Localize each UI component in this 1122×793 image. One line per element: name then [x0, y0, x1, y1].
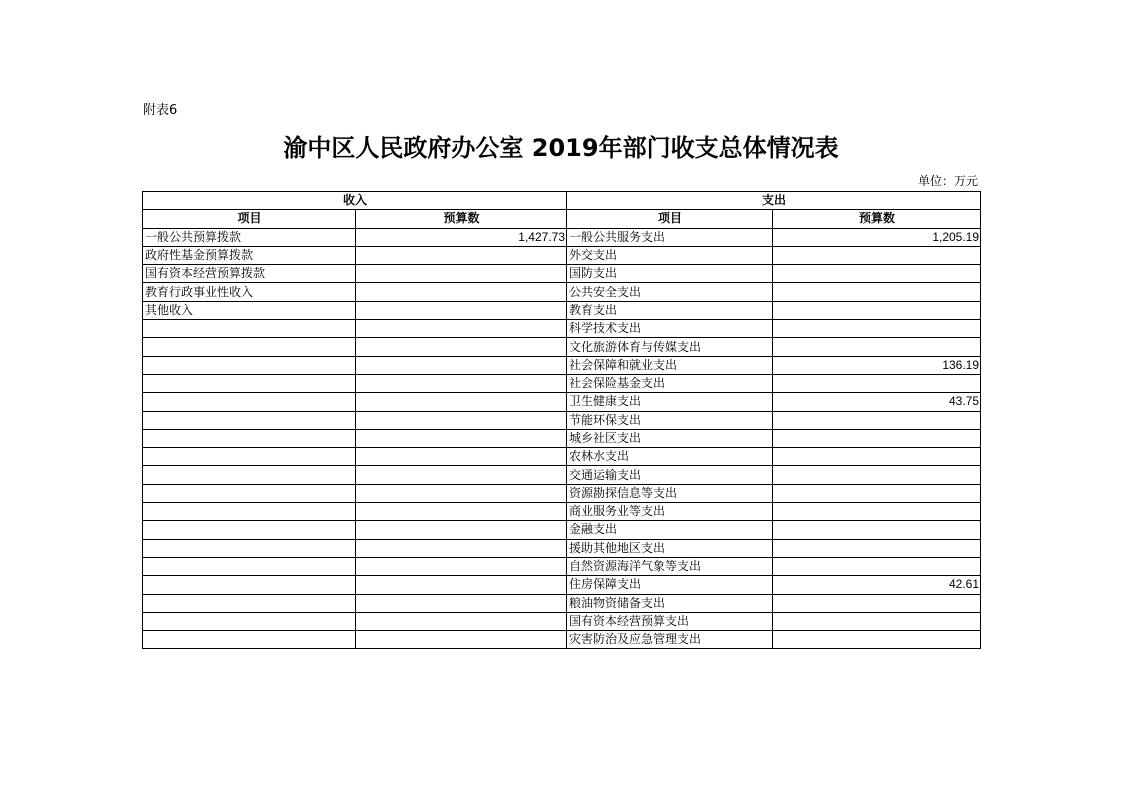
table-row	[143, 594, 981, 612]
income-item-cell	[143, 631, 356, 649]
income-item-cell	[143, 576, 356, 594]
table-row	[143, 283, 981, 301]
expense-item-cell: 资源勘探信息等支出	[567, 484, 773, 502]
income-item-cell: 国有资本经营预算拨款	[143, 265, 356, 283]
income-item-cell	[143, 356, 356, 374]
expense-item-cell: 节能环保支出	[567, 411, 773, 429]
income-value-cell	[356, 594, 567, 612]
expense-value-cell	[773, 448, 981, 466]
income-item-cell	[143, 503, 356, 521]
table-row	[143, 228, 981, 246]
table-row	[143, 393, 981, 411]
expense-value-cell	[773, 594, 981, 612]
section-header-row	[143, 192, 981, 210]
expense-value-cell	[773, 265, 981, 283]
unit-label: 单位：万元	[917, 174, 978, 188]
expense-item-cell: 金融支出	[567, 521, 773, 539]
expense-value-cell	[773, 283, 981, 301]
expense-item-cell: 外交支出	[567, 246, 773, 264]
expense-item-cell: 城乡社区支出	[567, 429, 773, 447]
table-row	[143, 539, 981, 557]
income-item-column-header: 项目	[143, 210, 356, 228]
expense-value-cell	[773, 521, 981, 539]
page-title: 渝中区人民政府办公室 2019年部门收支总体情况表	[283, 134, 839, 162]
table-row	[143, 320, 981, 338]
income-value-cell	[356, 576, 567, 594]
expense-item-cell: 文化旅游体育与传媒支出	[567, 338, 773, 356]
expense-value-cell	[773, 631, 981, 649]
income-item-cell	[143, 612, 356, 630]
table-row	[143, 521, 981, 539]
table-row	[143, 631, 981, 649]
income-value-cell	[356, 466, 567, 484]
expense-value-cell	[773, 301, 981, 319]
expense-item-cell: 援助其他地区支出	[567, 539, 773, 557]
income-item-cell: 一般公共预算拨款	[143, 228, 356, 246]
expense-value-cell	[773, 539, 981, 557]
table-row	[143, 374, 981, 392]
income-value-cell	[356, 612, 567, 630]
expense-item-column-header: 项目	[567, 210, 773, 228]
income-item-cell: 教育行政事业性收入	[143, 283, 356, 301]
income-value-cell	[356, 429, 567, 447]
expense-budget-column-header: 预算数	[773, 210, 981, 228]
income-item-cell	[143, 320, 356, 338]
income-item-cell	[143, 484, 356, 502]
income-item-cell: 其他收入	[143, 301, 356, 319]
income-item-cell	[143, 448, 356, 466]
expense-value-cell	[773, 374, 981, 392]
table-row	[143, 429, 981, 447]
table-row	[143, 301, 981, 319]
expense-value-cell	[773, 246, 981, 264]
expense-item-cell: 公共安全支出	[567, 283, 773, 301]
income-value-cell	[356, 301, 567, 319]
expense-value-cell	[773, 320, 981, 338]
expense-value-cell	[773, 429, 981, 447]
table-row	[143, 448, 981, 466]
table-row	[143, 466, 981, 484]
income-item-cell: 政府性基金预算拨款	[143, 246, 356, 264]
table-row	[143, 612, 981, 630]
table-row	[143, 246, 981, 264]
expense-value-cell	[773, 612, 981, 630]
expense-item-cell: 住房保障支出	[567, 576, 773, 594]
table-row	[143, 356, 981, 374]
expense-item-cell: 教育支出	[567, 301, 773, 319]
income-value-cell	[356, 320, 567, 338]
income-item-cell	[143, 594, 356, 612]
income-item-cell	[143, 557, 356, 575]
expense-header: 支出	[567, 192, 981, 210]
income-value-cell	[356, 539, 567, 557]
income-value-cell	[356, 448, 567, 466]
income-value-cell	[356, 374, 567, 392]
income-item-cell	[143, 539, 356, 557]
table-row	[143, 576, 981, 594]
expense-value-cell	[773, 503, 981, 521]
income-header: 收入	[143, 192, 567, 210]
income-item-cell	[143, 374, 356, 392]
income-item-cell	[143, 466, 356, 484]
income-value-cell	[356, 557, 567, 575]
table-row	[143, 338, 981, 356]
expense-item-cell: 交通运输支出	[567, 466, 773, 484]
income-value-cell	[356, 503, 567, 521]
table-row	[143, 411, 981, 429]
income-value-cell	[356, 631, 567, 649]
expense-value-cell: 43.75	[773, 393, 981, 411]
table-row	[143, 503, 981, 521]
expense-item-cell: 商业服务业等支出	[567, 503, 773, 521]
expense-item-cell: 国防支出	[567, 265, 773, 283]
income-item-cell	[143, 338, 356, 356]
expense-item-cell: 粮油物资储备支出	[567, 594, 773, 612]
income-value-cell	[356, 283, 567, 301]
expense-item-cell: 灾害防治及应急管理支出	[567, 631, 773, 649]
income-item-cell	[143, 411, 356, 429]
expense-value-cell: 136.19	[773, 356, 981, 374]
expense-item-cell: 社会保险基金支出	[567, 374, 773, 392]
income-value-cell	[356, 265, 567, 283]
expense-value-cell	[773, 338, 981, 356]
expense-value-cell: 1,205.19	[773, 228, 981, 246]
income-value-cell	[356, 411, 567, 429]
expense-item-cell: 农林水支出	[567, 448, 773, 466]
expense-value-cell	[773, 484, 981, 502]
budget-table	[142, 191, 981, 649]
expense-value-cell	[773, 411, 981, 429]
expense-item-cell: 一般公共服务支出	[567, 228, 773, 246]
table-row	[143, 265, 981, 283]
income-value-cell: 1,427.73	[356, 228, 567, 246]
income-value-cell	[356, 356, 567, 374]
income-value-cell	[356, 246, 567, 264]
table-row	[143, 484, 981, 502]
income-budget-column-header: 预算数	[356, 210, 567, 228]
expense-item-cell: 自然资源海洋气象等支出	[567, 557, 773, 575]
income-value-cell	[356, 393, 567, 411]
expense-item-cell: 科学技术支出	[567, 320, 773, 338]
expense-value-cell: 42.61	[773, 576, 981, 594]
income-item-cell	[143, 429, 356, 447]
income-value-cell	[356, 484, 567, 502]
expense-item-cell: 社会保障和就业支出	[567, 356, 773, 374]
table-row	[143, 557, 981, 575]
expense-item-cell: 卫生健康支出	[567, 393, 773, 411]
expense-item-cell: 国有资本经营预算支出	[567, 612, 773, 630]
income-item-cell	[143, 521, 356, 539]
column-header-row	[143, 210, 981, 228]
income-value-cell	[356, 338, 567, 356]
income-item-cell	[143, 393, 356, 411]
expense-value-cell	[773, 557, 981, 575]
income-value-cell	[356, 521, 567, 539]
expense-value-cell	[773, 466, 981, 484]
attachment-label: 附表6	[143, 103, 178, 118]
